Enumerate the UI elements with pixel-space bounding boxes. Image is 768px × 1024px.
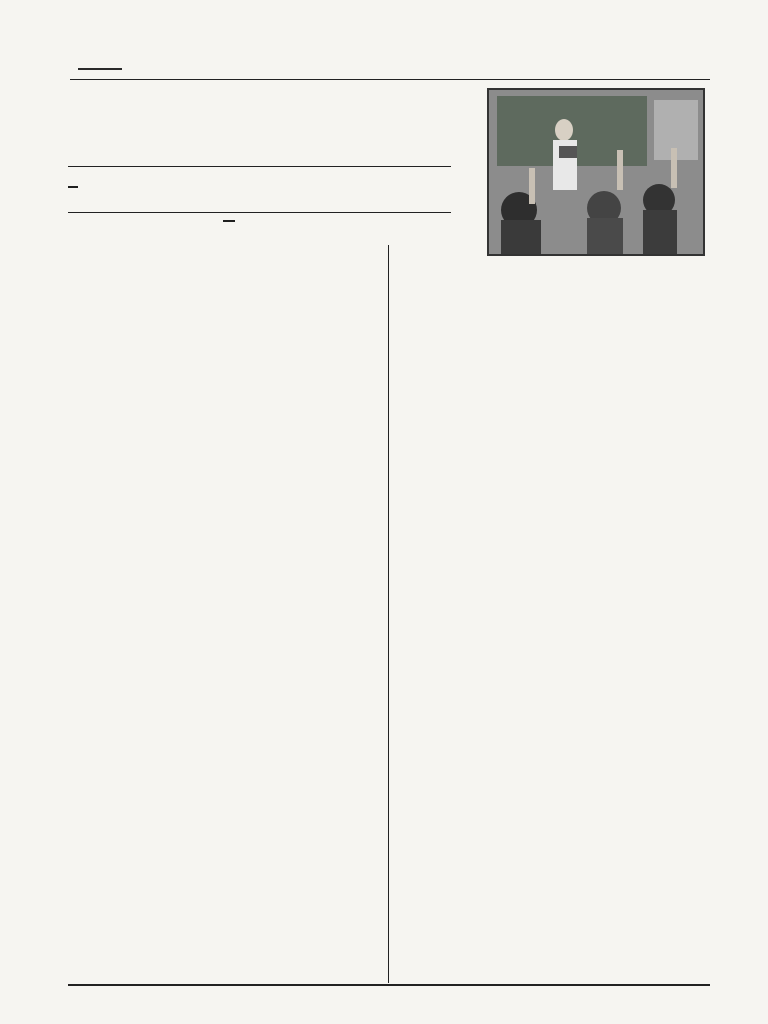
series-label — [78, 68, 122, 70]
header-rule — [70, 79, 710, 80]
column-divider — [388, 245, 389, 983]
mcqs-label — [223, 220, 235, 222]
unit-heading — [68, 186, 90, 188]
bottom-rule — [68, 984, 710, 986]
title-rule — [68, 166, 451, 167]
classroom-photo — [487, 88, 705, 256]
unit-label — [68, 186, 78, 188]
unit-rule — [68, 212, 451, 213]
page-header-left — [70, 59, 122, 79]
